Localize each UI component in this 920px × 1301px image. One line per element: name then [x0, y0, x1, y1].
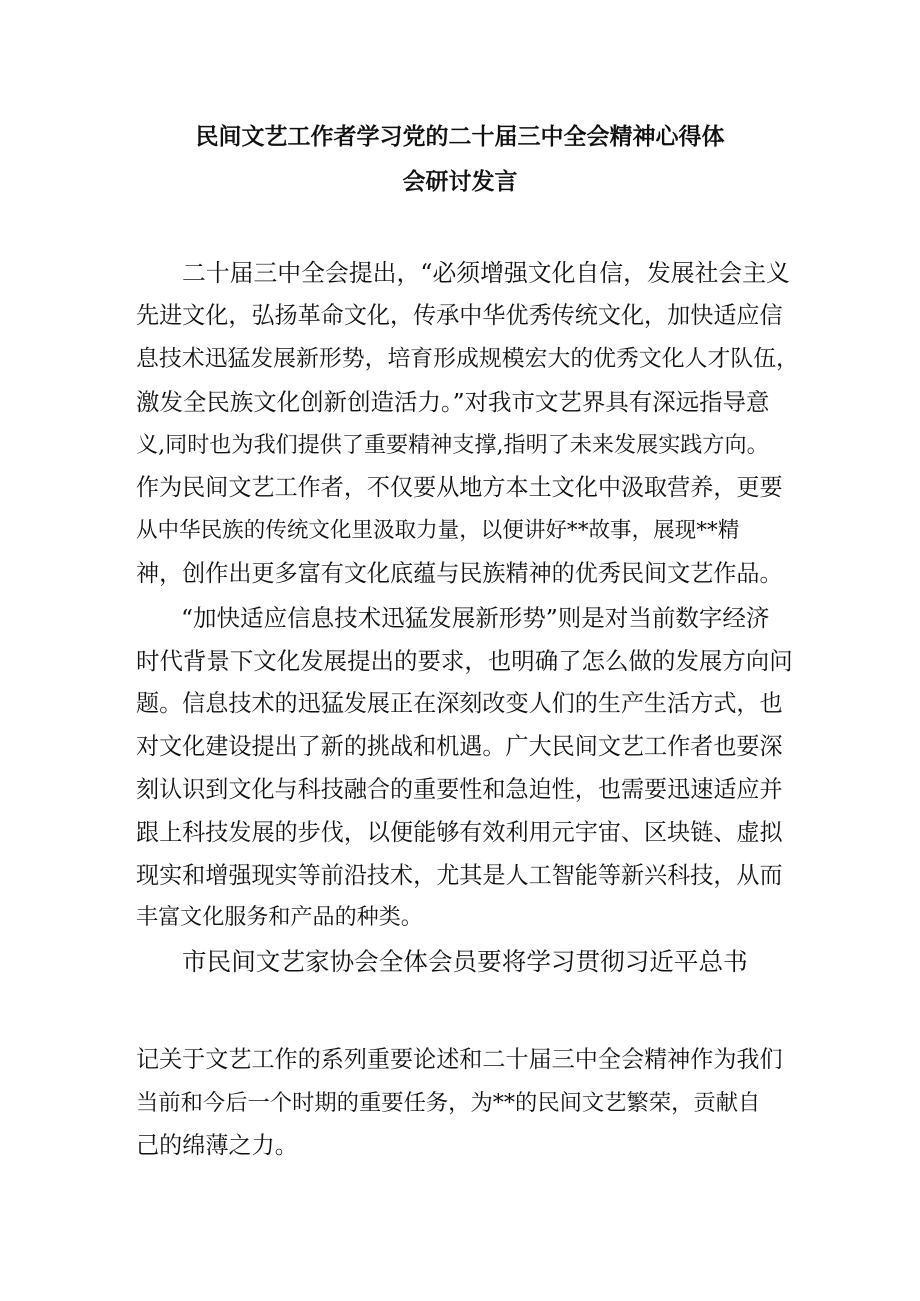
- paragraph-3-line-3: 当前和今后一个时期的重要任务，为**的民间文艺繁荣，贡献自: [136, 1090, 761, 1116]
- paragraph-2-line-4: 对文化建设提出了新的挑战和机遇。广大民间文艺工作者也要深: [136, 734, 783, 760]
- paragraph-2-line-1: “加快适应信息技术迅猛发展新形势”则是对当前数字经济: [181, 604, 770, 632]
- paragraph-3-line-4: 己的绵薄之力。: [136, 1133, 298, 1159]
- paragraph-2-line-3: 题。信息技术的迅猛发展正在深刻改变人们的生产生活方式，也: [136, 691, 783, 717]
- paragraph-1-line-3: 息技术迅猛发展新形势，培育形成规模宏大的优秀文化人才队伍，: [136, 346, 799, 372]
- paragraph-1-line-1: 二十届三中全会提出，“必须增强文化自信，发展社会主义: [182, 259, 790, 287]
- paragraph-1-line-6: 作为民间文艺工作者，不仅要从地方本土文化中汲取营养，更要: [136, 475, 783, 501]
- paragraph-3-line-1: 市民间文艺家协会全体会员要将学习贯彻习近平总书: [182, 947, 748, 976]
- paragraph-1-line-5: 义,同时也为我们提供了重要精神支撑,指明了未来发展实践方向。: [136, 432, 769, 458]
- document-title-line-2: 会研讨发言: [402, 169, 518, 195]
- paragraph-1-line-4: 激发全民族文化创新创造活力。”对我市文艺界具有深远指导意: [136, 388, 770, 416]
- paragraph-1-line-8: 神，创作出更多富有文化底蕴与民族精神的优秀民间文艺作品。: [136, 561, 783, 587]
- paragraph-1-line-7: 从中华民族的传统文化里汲取力量，以便讲好**故事，展现**精: [136, 518, 740, 543]
- paragraph-2-line-5: 刻认识到文化与科技融合的重要性和急迫性，也需要迅速适应并: [136, 777, 783, 803]
- paragraph-2-line-2: 时代背景下文化发展提出的要求，也明确了怎么做的发展方向问: [136, 647, 793, 675]
- paragraph-2-line-6: 跟上科技发展的步伐，以便能够有效利用元宇宙、区块链、虚拟: [136, 820, 783, 846]
- paragraph-2-line-7: 现实和增强现实等前沿技术，尤其是人工智能等新兴科技，从而: [136, 863, 783, 889]
- paragraph-1-line-2: 先进文化，弘扬革命文化，传承中华优秀传统文化，加快适应信: [136, 303, 783, 329]
- paragraph-2-line-8: 丰富文化服务和产品的种类。: [136, 905, 423, 930]
- document-title-line-1: 民间文艺工作者学习党的二十届三中全会精神心得体: [195, 124, 725, 150]
- paragraph-3-line-2: 记关于文艺工作的系列重要论述和二十届三中全会精神作为我们: [136, 1047, 783, 1073]
